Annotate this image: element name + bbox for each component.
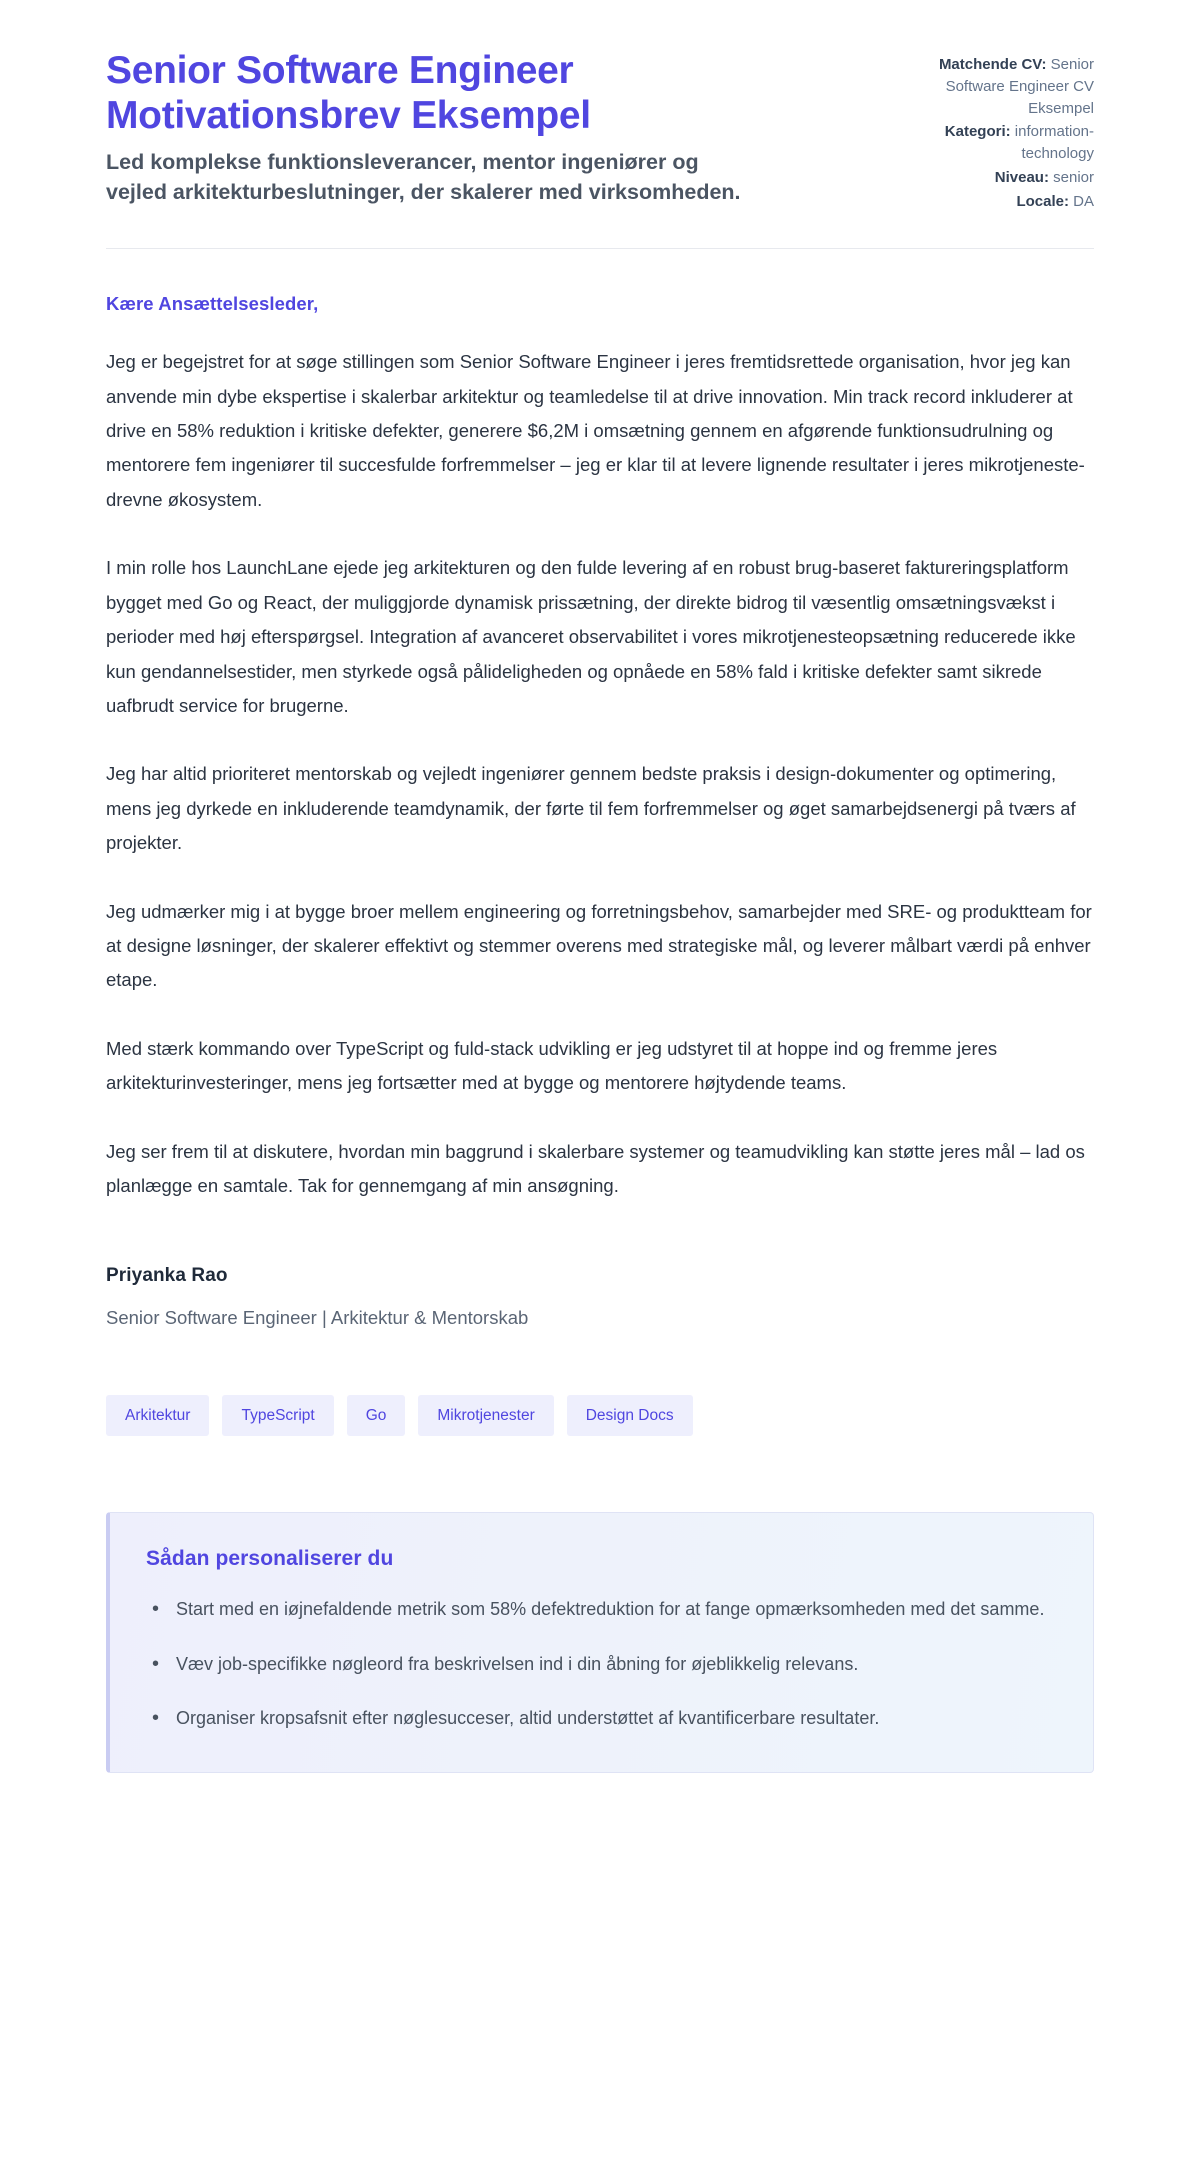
- personalization-callout: [106, 1512, 1094, 1772]
- callout-tip-item: • Organiser kropsafsnit efter nøglesucceser, altid understøttet af kvantificerbare resultater.: [172, 1702, 1053, 1734]
- signature-role: Senior Software Engineer | Arkitektur & Mentorskab: [106, 1307, 529, 1329]
- callout-tip-list: [146, 1593, 1053, 1733]
- tag-chip[interactable]: Mikrotjenester: [418, 1395, 553, 1437]
- header-text-block: [106, 48, 796, 207]
- tag-list: [106, 1395, 1094, 1437]
- callout-tip-item: • Start med en iøjnefaldende metrik som 58% defektreduktion for at fange opmærksomheden med det samme.: [172, 1593, 1053, 1625]
- document-metadata: [876, 48, 1094, 214]
- page-title: Senior Software Engineer Motivationsbrev Eksempel: [106, 49, 591, 138]
- callout-title: Sådan personaliserer du: [146, 1547, 394, 1571]
- meta-value: DA: [1073, 192, 1094, 210]
- meta-label: Kategori:: [944, 123, 1011, 141]
- meta-row-category: [876, 121, 1094, 165]
- letter-paragraph: I min rolle hos LaunchLane ejede jeg arkitekturen og den fulde levering af en robust brug-baseret faktureringsplatform bygget med Go og React, der muliggjorde dynamisk prissætning, der direkte bidrog til væsentlig omsætningsvækst i perioder med høj efterspørgsel. Integration af avanceret observabilitet i vores mikrotjenesteopsætning reducerede ikke kun gendannelsestider, men styrkede også pålideligheden og opnåede en 58% fald i kritiske defekter samt sikrede uafbrudt service for brugerne.: [106, 557, 1076, 716]
- meta-label: Matchende CV:: [938, 56, 1047, 73]
- callout-tip-item: • Væv job-specifikke nøgleord fra beskrivelsen ind i din åbning for øjeblikkelig relevans.: [172, 1648, 1053, 1680]
- meta-value: senior: [1053, 168, 1094, 186]
- signature-block: [106, 1265, 1094, 1333]
- meta-row-level: [876, 167, 1094, 189]
- letter-paragraph: Jeg ser frem til at diskutere, hvordan min baggrund i skalerbare systemer og teamudvikling kan støtte jeres mål – lad os planlægge en samtale. Tak for gennemgang af min ansøgning.: [106, 1140, 1085, 1196]
- signature-name: Priyanka Rao: [106, 1265, 228, 1287]
- letter-body: [106, 249, 1094, 1203]
- meta-value: information-technology: [1014, 123, 1094, 162]
- tag-chip[interactable]: Go: [347, 1395, 406, 1437]
- meta-label: Locale:: [1016, 192, 1069, 210]
- salutation: Kære Ansættelsesleder,: [106, 293, 319, 315]
- letter-paragraph: Jeg er begejstret for at søge stillingen som Senior Software Engineer i jeres fremtidsrettede organisation, hvor jeg kan anvende min dybe ekspertise i skalerbar arkitektur og teamledelse til at drive innovation. Min track record inkluderer at drive en 58% reduktion i kritiske defekter, generere $6,2M i omsætning gennem en afgørende funktionsudrulning og mentorere fem ingeniører til succesfulde forfremmelser – jeg er klar til at levere lignende resultater i jeres mikrotjeneste-drevne økosystem.: [106, 351, 1085, 510]
- letter-paragraph: Jeg udmærker mig i at bygge broer mellem engineering og forretningsbehov, samarbejder med SRE- og produktteam for at designe løsninger, der skalerer effektivt og stemmer overens med strategiske mål, og leverer målbart værdi på enhver etape.: [106, 900, 1092, 991]
- tag-chip[interactable]: Design Docs: [567, 1395, 693, 1437]
- meta-value: Senior Software Engineer CV Eksempel: [945, 56, 1094, 117]
- letter-paragraph: Jeg har altid prioriteret mentorskab og vejledt ingeniører gennem bedste praksis i design-dokumenter og optimering, mens jeg dyrkede en inkluderende teamdynamik, der førte til fem forfremmelser og øget samarbejdsenergi på tværs af projekter.: [106, 763, 1076, 854]
- meta-row-matching-cv: [876, 54, 1094, 119]
- page-subtitle: Led komplekse funktionsleverancer, mentor ingeniører og vejled arkitekturbeslutninger, der skalerer med virksomheden.: [106, 150, 741, 204]
- page-header: [106, 48, 1094, 214]
- letter-paragraph: Med stærk kommando over TypeScript og fuld-stack udvikling er jeg udstyret til at hoppe ind og fremme jeres arkitekturinvesteringer, mens jeg fortsætter med at bygge og mentorere højtydende teams.: [106, 1037, 998, 1094]
- tag-chip[interactable]: Arkitektur: [106, 1395, 209, 1437]
- tag-chip[interactable]: TypeScript: [222, 1395, 333, 1437]
- meta-row-locale: [876, 191, 1094, 213]
- meta-label: Niveau:: [994, 168, 1049, 186]
